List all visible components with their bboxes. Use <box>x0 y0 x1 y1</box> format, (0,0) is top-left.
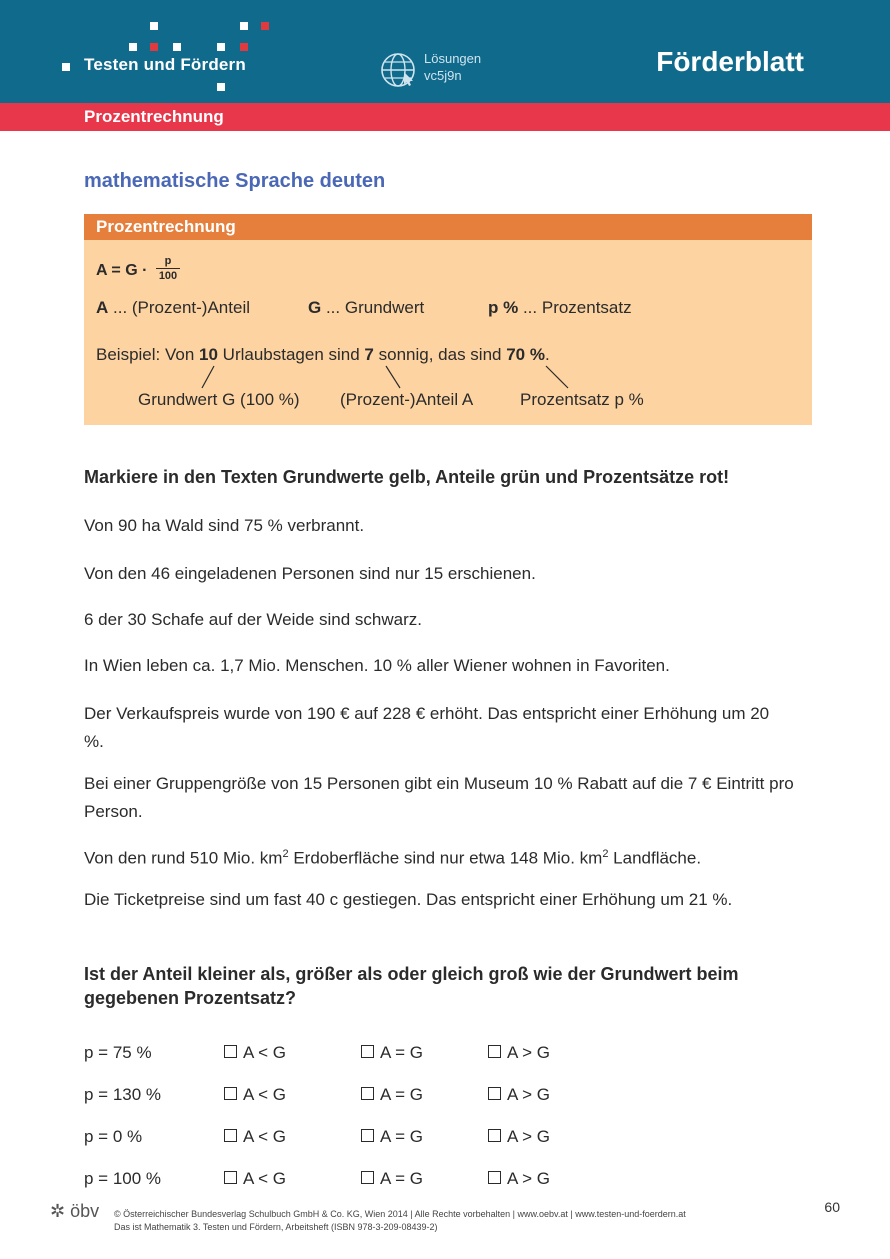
option-label: A = G <box>380 1043 423 1062</box>
text-8[interactable]: Die Ticketpreise sind um fast 40 c gestiegen. Das entspricht einer Erhöhung um 21 %. <box>84 890 733 909</box>
option-equal[interactable] <box>361 1127 423 1147</box>
example-sentence <box>96 345 550 365</box>
example-part: Beispiel: Von <box>96 345 200 364</box>
logo-dot <box>240 43 248 51</box>
header-bar <box>0 0 890 103</box>
text-7[interactable] <box>84 840 814 873</box>
brand-name: Testen und Fördern <box>84 55 246 74</box>
option-greater[interactable] <box>488 1085 550 1105</box>
definition-a <box>96 298 250 318</box>
task2-instruction: Ist der Anteil kleiner als, größer als oder gleich groß wie der Grundwert beim gegebenen Prozentsatz? <box>84 964 739 1008</box>
logo-dot <box>240 22 248 30</box>
def-symbol: A <box>96 298 109 317</box>
fraction-denominator: 100 <box>158 270 178 282</box>
page-title: Förderblatt <box>656 46 804 77</box>
annotation-line <box>386 366 400 388</box>
option-equal[interactable] <box>361 1085 423 1105</box>
asterisk-icon: ✲ <box>50 1201 66 1221</box>
def-symbol: G <box>308 298 322 317</box>
option-label: A < G <box>243 1043 286 1062</box>
option-equal[interactable] <box>361 1169 423 1189</box>
label-grundwert: Grundwert G (100 %) <box>138 390 300 409</box>
option-label: A < G <box>243 1169 286 1188</box>
def-text: ... (Prozent-)Anteil <box>108 298 250 317</box>
label-prozentsatz: Prozentsatz p % <box>520 390 644 409</box>
percent-value: p = 75 % <box>84 1043 152 1062</box>
logo-dot <box>261 22 269 30</box>
checkbox-icon[interactable] <box>224 1045 237 1058</box>
text-part: Erdoberfläche sind nur etwa 148 Mio. km <box>288 848 603 868</box>
fraction-numerator: p <box>156 255 180 269</box>
publisher-logo-text: öbv <box>70 1201 100 1221</box>
globe-icon[interactable] <box>380 52 416 88</box>
example-part: sonnig, das sind <box>373 345 507 364</box>
checkbox-icon[interactable] <box>224 1087 237 1100</box>
task1-instruction: Markiere in den Texten Grundwerte gelb, Anteile grün und Prozentsätze rot! <box>84 467 730 487</box>
choice-row <box>84 1169 804 1191</box>
logo-dot <box>217 83 225 91</box>
option-greater[interactable] <box>488 1169 550 1189</box>
annotation-line <box>546 366 568 388</box>
option-label: A > G <box>507 1127 550 1146</box>
percent-value: p = 130 % <box>84 1085 162 1104</box>
checkbox-icon[interactable] <box>488 1129 501 1142</box>
option-less[interactable] <box>224 1169 286 1189</box>
info-box-title: Prozentrechnung <box>96 217 236 236</box>
checkbox-icon[interactable] <box>361 1129 374 1142</box>
logo-dot <box>129 43 137 51</box>
option-greater[interactable] <box>488 1127 550 1147</box>
formula: A = G · <box>96 262 148 279</box>
text-5[interactable]: Der Verkaufspreis wurde von 190 € auf 228 € erhöht. Das entspricht einer Erhöhung um 20 %. <box>84 704 770 751</box>
book-line: Das ist Mathematik 3. Testen und Fördern, Arbeitsheft (ISBN 978-3-209-08439-2) <box>114 1222 438 1232</box>
text-part: Landfläche. <box>608 848 702 868</box>
section-title: mathematische Sprache deuten <box>84 170 386 192</box>
option-label: A > G <box>507 1085 550 1104</box>
option-less[interactable] <box>224 1043 286 1063</box>
logo-dot <box>150 22 158 30</box>
option-less[interactable] <box>224 1085 286 1105</box>
checkbox-icon[interactable] <box>224 1171 237 1184</box>
logo-dot <box>173 43 181 51</box>
solutions-link[interactable] <box>424 50 481 84</box>
choice-row <box>84 1043 804 1065</box>
fraction <box>156 255 180 283</box>
option-label: A < G <box>243 1085 286 1104</box>
percent-value: p = 100 % <box>84 1169 162 1188</box>
example-grundwert: 10 <box>199 345 218 364</box>
option-label: A < G <box>243 1127 286 1146</box>
info-box-header <box>84 214 812 240</box>
text-1[interactable]: Von 90 ha Wald sind 75 % verbrannt. <box>84 516 365 535</box>
option-label: A = G <box>380 1169 423 1188</box>
example-part: Urlaubstagen sind <box>217 345 365 364</box>
info-box <box>84 214 812 425</box>
option-label: A > G <box>507 1043 550 1062</box>
superscript: 2 <box>602 848 609 860</box>
publisher-logo <box>50 1201 99 1222</box>
choice-row <box>84 1085 804 1107</box>
solutions-code: vc5j9n <box>424 68 462 83</box>
checkbox-icon[interactable] <box>224 1129 237 1142</box>
annotation-line <box>202 366 214 388</box>
definition-p <box>488 298 632 318</box>
option-label: A = G <box>380 1085 423 1104</box>
def-symbol: p % <box>488 298 519 317</box>
logo-dot <box>217 43 225 51</box>
copyright-line: © Österreichischer Bundesverlag Schulbuch GmbH & Co. KG, Wien 2014 | Alle Rechte vorbehalten | www.oebv.at | www.testen-und-foerdern.at <box>114 1209 686 1219</box>
text-part: Von den rund 510 Mio. km <box>84 848 283 868</box>
percent-value: p = 0 % <box>84 1127 143 1146</box>
checkbox-icon[interactable] <box>361 1171 374 1184</box>
logo-dot <box>150 43 158 51</box>
example-prozentsatz: 70 % <box>506 345 545 364</box>
footer-text <box>114 1208 686 1234</box>
option-label: A > G <box>507 1169 550 1188</box>
text-3[interactable]: 6 der 30 Schafe auf der Weide sind schwarz. <box>84 610 422 629</box>
example-anteil: 7 <box>364 345 374 364</box>
logo-square <box>62 63 70 71</box>
label-anteil: (Prozent-)Anteil A <box>340 390 474 409</box>
option-label: A = G <box>380 1127 423 1146</box>
choice-row <box>84 1127 804 1149</box>
checkbox-icon[interactable] <box>361 1087 374 1100</box>
text-6[interactable]: Bei einer Gruppengröße von 15 Personen gibt ein Museum 10 % Rabatt auf die 7 € Eintritt pro Person. <box>84 774 794 821</box>
option-less[interactable] <box>224 1127 286 1147</box>
option-equal[interactable] <box>361 1043 423 1063</box>
topic-bar <box>0 103 890 131</box>
example-part: . <box>544 345 550 364</box>
checkbox-icon[interactable] <box>488 1087 501 1100</box>
page-number: 60 <box>824 1199 840 1215</box>
text-2[interactable]: Von den 46 eingeladenen Personen sind nur 15 erschienen. <box>84 564 536 583</box>
solutions-label: Lösungen <box>424 51 482 66</box>
text-4[interactable]: In Wien leben ca. 1,7 Mio. Menschen. 10 % aller Wiener wohnen in Favoriten. <box>84 656 670 675</box>
topic-label: Prozentrechnung <box>84 107 224 126</box>
checkbox-icon[interactable] <box>361 1045 374 1058</box>
option-greater[interactable] <box>488 1043 550 1063</box>
def-text: ... Grundwert <box>321 298 425 317</box>
checkbox-icon[interactable] <box>488 1045 501 1058</box>
superscript: 2 <box>282 848 289 860</box>
def-text: ... Prozentsatz <box>518 298 632 317</box>
checkbox-icon[interactable] <box>488 1171 501 1184</box>
definition-g <box>308 298 424 318</box>
